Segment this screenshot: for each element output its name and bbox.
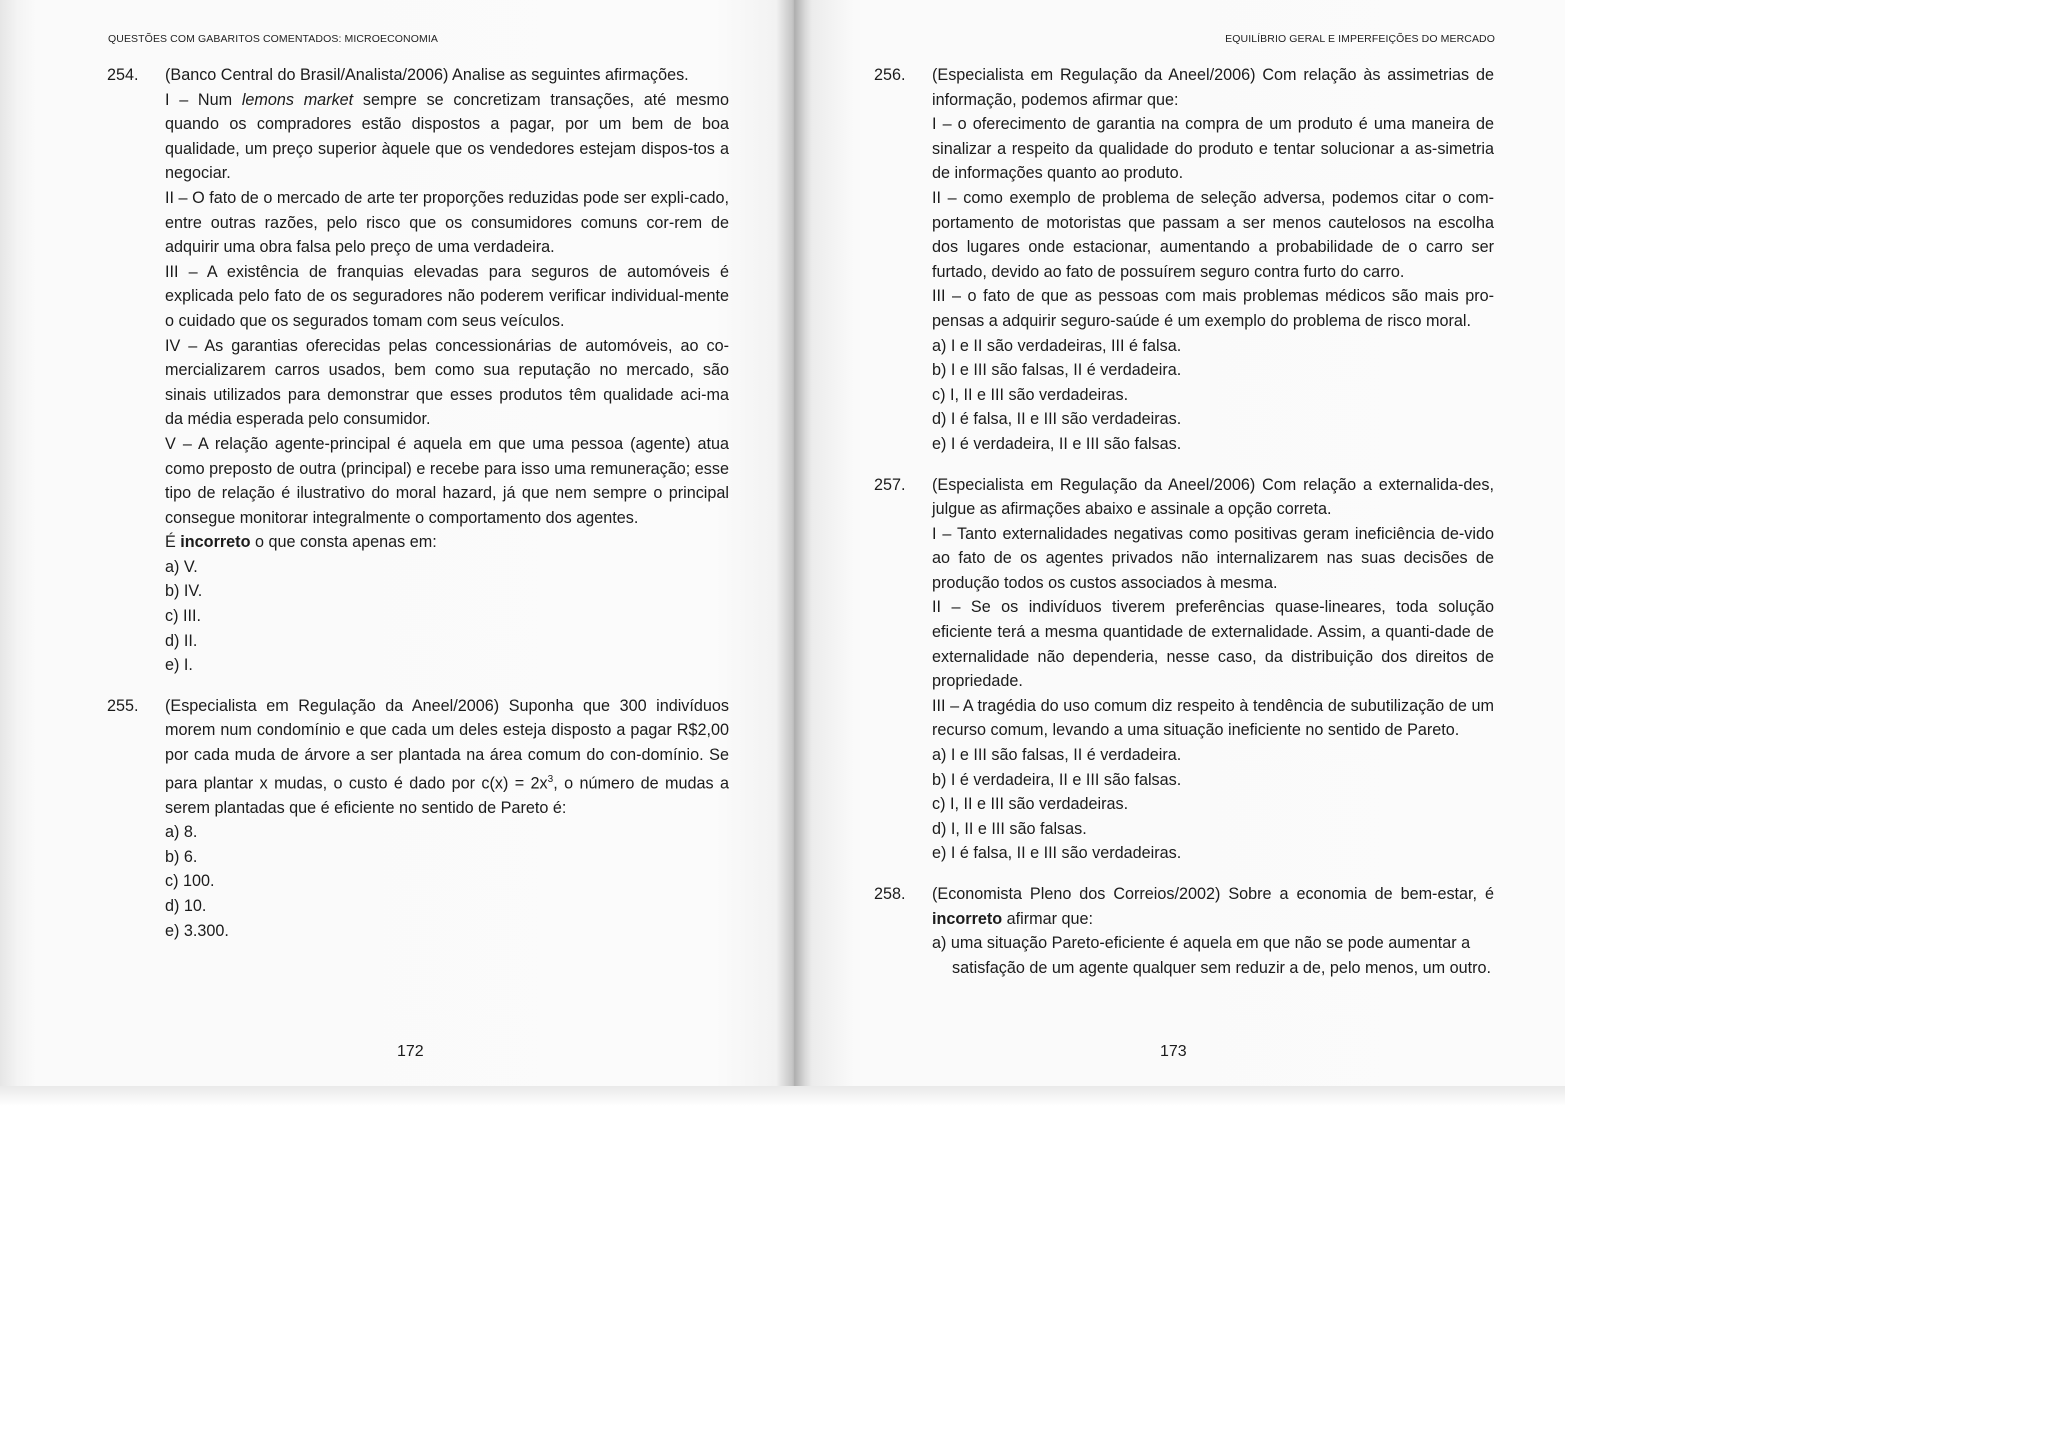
question-intro: (Especialista em Regulação da Aneel/2006) Com relação a externalida-des, julgue as afirmações abaixo e assinale a opção correta. [932,475,1494,519]
statement-iii: III – A tragédia do uso comum diz respeito à tendência de subutilização de um recurso comum, levando a uma situação ineficiente no sentido de Pareto. [932,696,1494,740]
option-e: e) I é verdadeira, II e III são falsas. [932,434,1182,453]
statement-i [165,88,729,186]
question-255 [107,694,729,943]
option-b: b) I e III são falsas, II é verdadeira. [932,361,1182,380]
right-page [794,0,1565,1090]
option-c: c) I, II e III são verdadeiras. [932,795,1129,814]
option-d: d) I é falsa, II e III são verdadeiras. [932,410,1182,429]
page-number-right: 173 [1160,1043,1187,1060]
question-text-before: (Especialista em Regulação da Aneel/2006) Suponha que 300 indivíduos morem num condomínio e que cada um deles esteja disposto a pagar R$2,00 por cada muda de árvore a ser plantada na área comum do con-domínio. Se para plantar x mudas, o custo é dado por c(x) = 2x [165,696,729,793]
intro-rest: afirmar que: [1002,909,1094,928]
stem-bold: incorreto [180,533,251,552]
left-text-column [107,63,729,943]
lemons-market-term: lemons market [241,90,354,109]
question-254 [107,63,729,678]
intro-prefix: (Economista Pleno dos Correios/2002) Sobre a economia de bem-estar, é [932,885,1494,903]
statement-ii: II – Se os indivíduos tiverem preferências quase-lineares, toda solução eficiente terá a mesma quantidade de externalidade. Assim, a quanti-dade de externalidade não dependeria, nesse caso, da distribuição dos direitos de propriedade. [932,598,1494,691]
book-gutter-shadow [776,0,812,1106]
option-b: b) 6. [165,847,198,866]
question-number: 255. [107,696,139,715]
left-page [16,0,794,1090]
question-number: 257. [874,475,906,494]
option-a: a) uma situação Pareto-eficiente é aquela em que não se pode aumentar a satisfação de um agente qualquer sem reduzir a de, pelo menos, um outro. [932,934,1491,977]
question-256 [874,63,1494,457]
option-b: b) I é verdadeira, II e III são falsas. [932,770,1182,789]
right-text-column [874,63,1494,980]
question-intro [932,882,1494,931]
question-stem [165,530,729,555]
option-d: d) II. [165,631,198,650]
statement-v: V – A relação agente-principal é aquela em que uma pessoa (agente) atua como preposto de outra (principal) e recebe para isso uma remuneração; esse tipo de relação é ilustrativo do moral hazard, já que nem sempre o principal consegue monitorar integralmente o comportamento dos agentes. [165,434,729,527]
option-c: c) I, II e III são verdadeiras. [932,385,1129,404]
option-b: b) IV. [165,582,203,601]
option-e: e) I é falsa, II e III são verdadeiras. [932,844,1182,863]
running-head-left: QUESTÕES COM GABARITOS COMENTADOS: MICROECONOMIA [108,33,438,45]
question-number: 256. [874,66,906,84]
option-a: a) 8. [165,823,198,842]
statement-i: I – Tanto externalidades negativas como positivas geram ineficiência de-vido ao fato de os agentes privados não internalizarem nas suas decisões de produção todos os custos associados à mesma. [932,524,1494,592]
stem-prefix: É [165,533,181,552]
option-c: c) III. [165,607,201,626]
question-number: 258. [874,885,906,903]
option-e: e) I. [165,656,193,675]
option-d: d) 10. [165,896,207,915]
question-number: 254. [107,66,139,84]
option-e: e) 3.300. [165,921,229,940]
statement-ii: II – O fato de o mercado de arte ter proporções reduzidas pode ser expli-cado, entre outras razões, pelo risco que os consumidores comuns cor-rem de adquirir uma obra falsa pelo preço de uma verdadeira. [165,188,729,257]
page-number-left: 172 [397,1043,424,1060]
question-257 [874,473,1494,867]
statement-iv: IV – As garantias oferecidas pelas concessionárias de automóveis, ao co-mercializarem carros usados, bem como sua reputação no mercado, são sinais utilizados para demonstrar que esses produtos têm qualidade aci-ma da média esperada pelo consumidor. [165,336,729,429]
question-text [165,694,729,820]
statement-i-prefix: I – Num [165,90,242,109]
statement-i-rest: sempre se concretizam transações, até mesmo quando os compradores estão dispostos a pagar, por um bem de boa qualidade, um preço superior àquele que os vendedores estejam dispos-tos a negociar. [165,90,730,183]
option-c: c) 100. [165,872,215,891]
stem-rest: o que consta apenas em: [250,533,437,552]
statement-i: I – o oferecimento de garantia na compra de um produto é uma maneira de sinalizar a respeito da qualidade do produto e tentar solucionar a as-simetria de informações quanto ao produto. [932,115,1494,183]
intro-bold: incorreto [932,909,1003,928]
statement-ii: II – como exemplo de problema de seleção adversa, podemos citar o com-portamento de motoristas que passam a ser menos cautelosos na escolha dos lugares onde estacionar, aumentando a probabilidade de o carro ser furtado, devido ao fato de possuírem seguro contra furto do carro. [932,188,1494,281]
option-a: a) I e III são falsas, II é verdadeira. [932,746,1182,765]
exponent: 3 [547,773,554,785]
bottom-shadow [0,1086,1565,1106]
question-258 [874,882,1494,980]
option-a: a) V. [165,557,198,576]
statement-iii: III – A existência de franquias elevadas para seguros de automóveis é explicada pelo fato de os seguradores não poderem verificar individual-mente o cuidado que os segurados tomam com seus veículos. [165,262,729,330]
statement-iii: III – o fato de que as pessoas com mais problemas médicos são mais pro-pensas a adquirir seguro-saúde é um exemplo do problema de risco moral. [932,287,1494,330]
running-head-right: EQUILÍBRIO GERAL E IMPERFEIÇÕES DO MERCADO [1225,33,1495,45]
question-intro: (Banco Central do Brasil/Analista/2006) Analise as seguintes afirmações. [165,66,689,84]
option-a: a) I e II são verdadeiras, III é falsa. [932,336,1182,355]
option-d: d) I, II e III são falsas. [932,819,1087,838]
question-intro: (Especialista em Regulação da Aneel/2006) Com relação às assimetrias de informação, podemos afirmar que: [932,66,1494,109]
question-text-after: , o número de mudas a serem plantadas que é eficiente no sentido de Pareto é: [165,774,729,817]
